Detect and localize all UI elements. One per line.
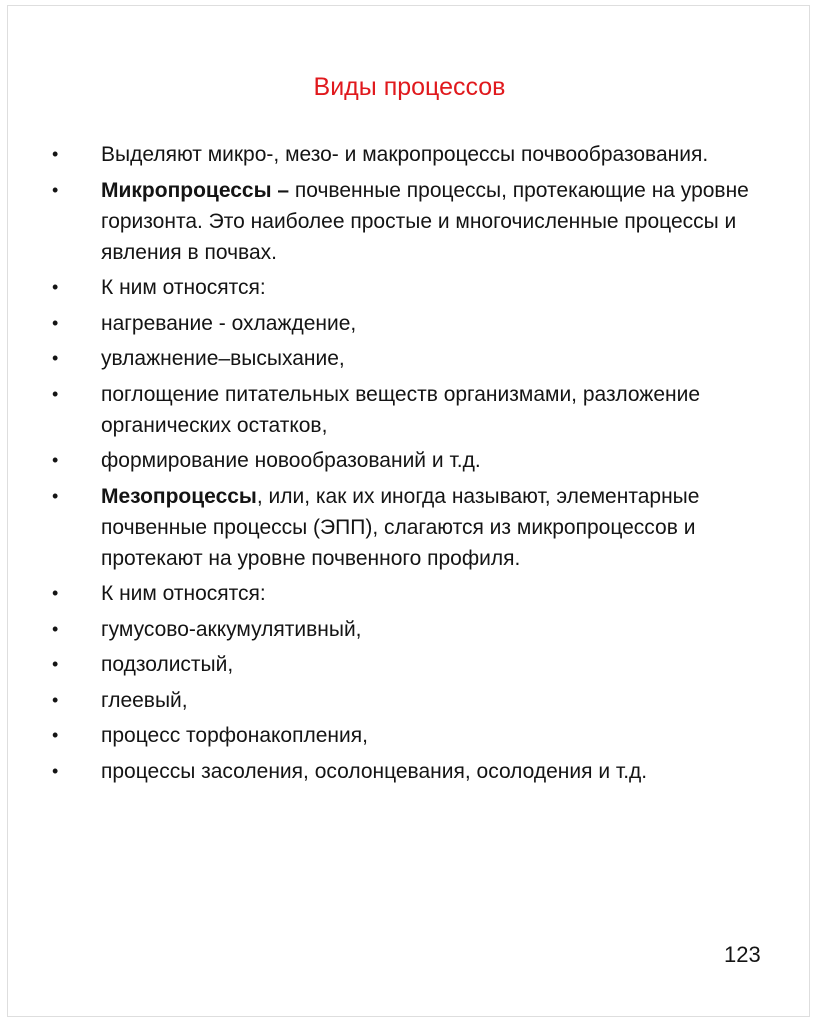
bullet-icon: • <box>52 725 59 745</box>
bullet-text: Выделяют микро-, мезо- и макропроцессы почвообразования. <box>101 143 709 166</box>
bullet-item-11 <box>0 649 819 680</box>
bullet-text: поглощение питательных веществ организмами, разложение органических остатков, <box>101 382 701 437</box>
bullet-icon: • <box>52 583 59 603</box>
bullet-item-8 <box>0 481 819 574</box>
bullet-icon: • <box>52 277 59 297</box>
bullet-list <box>0 139 819 791</box>
bullet-text: процесс торфонакопления, <box>101 724 368 747</box>
bullet-item-9 <box>0 578 819 609</box>
bullet-item-2 <box>0 175 819 268</box>
slide-title: Виды процессов <box>313 73 506 101</box>
bullet-item-1 <box>0 139 819 170</box>
bullet-text: процессы засоления, осолонцевания, осолодения и т.д. <box>101 759 648 783</box>
bullet-item-6 <box>0 379 819 441</box>
bullet-item-14 <box>0 756 819 787</box>
bullet-icon: • <box>52 450 59 470</box>
bullet-item-4 <box>0 308 819 339</box>
bullet-text: гумусово-аккумулятивный, <box>101 617 362 641</box>
bullet-text: увлажнение–высыхание, <box>101 347 345 370</box>
bullet-text: , или, как их иногда называют, элементарные почвенные процессы (ЭПП), слагаются из микропроцессов и протекают на уровне почвенного профиля. <box>101 484 700 570</box>
bullet-bold-text: Микропроцессы – <box>101 178 290 202</box>
bullet-icon: • <box>52 383 59 404</box>
bullet-item-3 <box>0 272 819 303</box>
bullet-icon: • <box>52 485 59 506</box>
bullet-text: формирование новообразований и т.д. <box>101 449 481 472</box>
bullet-icon: • <box>52 654 59 674</box>
page-number: 123 <box>724 942 761 967</box>
bullet-icon: • <box>52 144 59 164</box>
bullet-icon: • <box>52 348 59 368</box>
bullet-item-13 <box>0 720 819 751</box>
bullet-item-12 <box>0 685 819 716</box>
bullet-text: К ним относятся: <box>101 276 266 299</box>
bullet-text: нагревание - охлаждение, <box>101 311 357 335</box>
bullet-icon: • <box>52 689 59 710</box>
bullet-icon: • <box>52 618 59 639</box>
bullet-text: почвенные процессы, протекающие на уровне горизонта. Это наиболее простые и многочисленные процессы и явления в почвах. <box>101 178 749 264</box>
bullet-item-5 <box>0 343 819 374</box>
bullet-icon: • <box>52 312 59 333</box>
bullet-icon: • <box>52 179 59 200</box>
bullet-text: глеевый, <box>101 688 188 712</box>
bullet-bold-text: Мезопроцессы <box>101 484 257 508</box>
bullet-item-10 <box>0 614 819 645</box>
bullet-text: К ним относятся: <box>101 582 266 605</box>
bullet-item-7 <box>0 445 819 476</box>
bullet-icon: • <box>52 760 59 781</box>
bullet-text: подзолистый, <box>101 653 234 676</box>
